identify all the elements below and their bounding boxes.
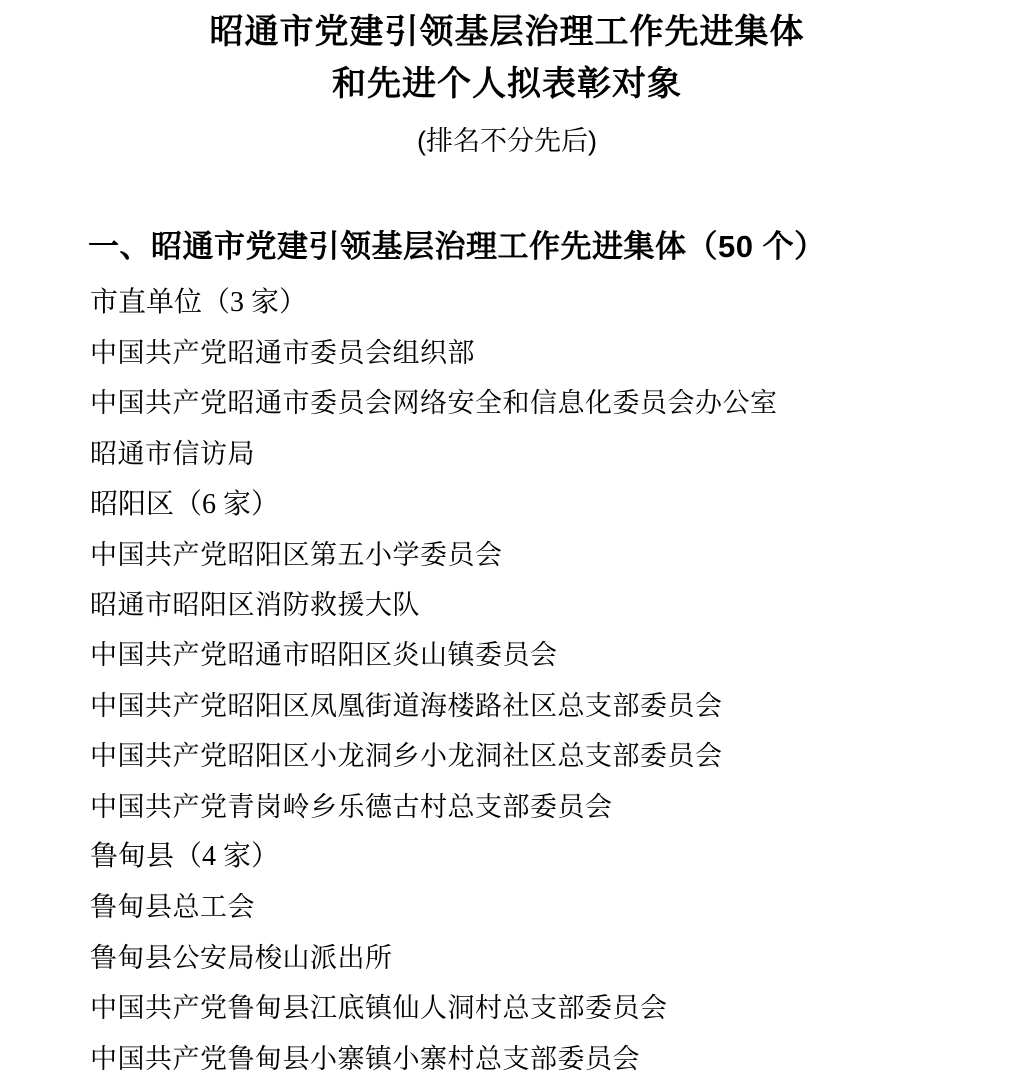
list-item: 中国共产党昭通市委员会组织部 xyxy=(90,338,475,369)
document-subtitle: (排名不分先后) xyxy=(417,126,597,156)
section-heading: 一、昭通市党建引领基层治理工作先进集体（50 个） xyxy=(88,229,826,264)
group-header-zhaoyang: 昭阳区（6 家） xyxy=(90,488,280,520)
list-item: 中国共产党昭阳区小龙洞乡小龙洞社区总支部委员会 xyxy=(90,741,723,772)
award-list xyxy=(90,275,1014,1081)
list-item: 鲁甸县总工会 xyxy=(90,892,255,923)
document-title-line2: 和先进个人拟表彰对象 xyxy=(332,65,682,103)
document-title-line1: 昭通市党建引领基层治理工作先进集体 xyxy=(209,13,805,51)
list-item: 中国共产党昭阳区凤凰街道海楼路社区总支部委员会 xyxy=(90,690,723,721)
list-item: 中国共产党青岗岭乡乐德古村总支部委员会 xyxy=(90,791,613,822)
list-item: 鲁甸县公安局梭山派出所 xyxy=(90,942,393,973)
list-item: 昭通市信访局 xyxy=(90,438,255,469)
list-item: 中国共产党昭通市昭阳区炎山镇委员会 xyxy=(90,640,558,671)
group-header-city-units: 市直单位（3 家） xyxy=(90,287,308,319)
list-item: 中国共产党鲁甸县江底镇仙人洞村总支部委员会 xyxy=(90,993,668,1024)
list-item: 中国共产党鲁甸县小寨镇小寨村总支部委员会 xyxy=(90,1043,640,1074)
list-item: 中国共产党昭阳区第五小学委员会 xyxy=(90,539,503,570)
group-header-ludian: 鲁甸县（4 家） xyxy=(90,841,280,873)
list-item: 中国共产党昭通市委员会网络安全和信息化委员会办公室 xyxy=(90,388,778,419)
list-item: 昭通市昭阳区消防救援大队 xyxy=(90,590,420,621)
